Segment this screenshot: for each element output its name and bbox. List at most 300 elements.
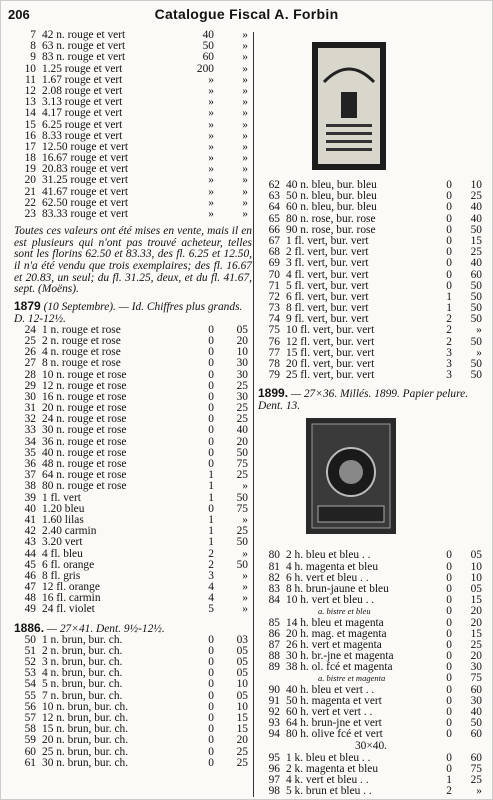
- price-unused: »: [208, 174, 214, 187]
- catalogue-number: 70: [268, 268, 280, 281]
- catalogue-number: 75: [268, 324, 280, 337]
- price-unused: »: [208, 84, 214, 97]
- price-used: »: [242, 118, 248, 131]
- section-1886-heading: [14, 622, 252, 635]
- catalogue-number: 25: [24, 334, 36, 347]
- price-unused: 0: [208, 678, 214, 691]
- catalogue-number: 23: [24, 208, 36, 220]
- price-unused: 0: [208, 357, 214, 370]
- stamp-description: 2.40 carmin: [42, 525, 97, 538]
- stamp-description: 83 n. rouge et vert: [42, 51, 126, 64]
- catalogue-row: [258, 370, 484, 381]
- price-used: 50: [236, 536, 248, 549]
- catalogue-row: [258, 729, 484, 740]
- catalogue-row: [14, 679, 252, 690]
- price-unused: 0: [446, 650, 452, 663]
- price-used: 75: [236, 502, 248, 515]
- stamp-description: 2 fl. vert, bur. vert: [286, 246, 369, 259]
- price-unused: 0: [446, 638, 452, 651]
- price-used: »: [242, 51, 248, 64]
- stamp-description: 12 fl. orange: [42, 581, 100, 594]
- price-used: 15: [470, 627, 482, 640]
- catalogue-number: 18: [24, 152, 36, 165]
- stamp-description: 24 fl. violet: [42, 603, 95, 616]
- section-1879-year: 1879: [14, 298, 41, 313]
- price-used: »: [242, 569, 248, 582]
- catalogue-number: 17: [24, 140, 36, 153]
- price-unused: 0: [446, 717, 452, 730]
- price-unused: 0: [446, 706, 452, 718]
- price-unused: 50: [202, 40, 214, 53]
- price-used: 25: [236, 525, 248, 538]
- price-used: 40: [470, 257, 482, 270]
- catalogue-number: 68: [268, 246, 280, 259]
- price-used: »: [242, 152, 248, 165]
- stamp-description: 16.67 rouge et vert: [42, 152, 129, 165]
- price-used: 30: [470, 661, 482, 674]
- price-used: 15: [236, 711, 248, 724]
- catalogue-row: [14, 52, 252, 63]
- price-unused: 0: [446, 190, 452, 203]
- stamp-description: 24 n. rouge et rose: [42, 413, 127, 426]
- stamp-description: 8 fl. vert, bur. vert: [286, 302, 369, 315]
- stamp-description: 2 n. rouge et rose: [42, 334, 121, 347]
- stamp-description: 1.67 rouge et vert: [42, 73, 123, 86]
- catalogue-number: 42: [24, 525, 36, 538]
- price-used: »: [476, 324, 482, 337]
- stamp-description: 3 n. brun, bur. ch.: [42, 656, 123, 668]
- catalogue-row: [258, 550, 484, 561]
- price-used: »: [242, 140, 248, 153]
- stamp-description: 4.17 rouge et vert: [42, 107, 123, 120]
- stamp-description: 1.25 rouge et vert: [42, 62, 123, 75]
- stamp-description: 42 n. rouge et vert: [42, 29, 126, 41]
- stamp-description: 1 n. brun, bur. ch.: [42, 633, 123, 646]
- catalogue-number: 27: [24, 357, 36, 370]
- price-unused: 1: [208, 513, 214, 526]
- price-unused: 2: [208, 558, 214, 571]
- stamp-description: 6 fl. orange: [42, 558, 95, 571]
- price-used: »: [476, 346, 482, 359]
- price-used: 10: [470, 571, 482, 584]
- price-unused: 0: [446, 728, 452, 741]
- catalogue-number: 74: [268, 313, 280, 326]
- catalogue-number: 61: [24, 756, 36, 769]
- stamp-description: 2 k. magenta et bleu: [286, 762, 379, 775]
- stamp-description: 1.60 lilas: [42, 513, 84, 526]
- catalogue-number: 16: [24, 129, 36, 142]
- price-unused: 0: [446, 549, 452, 562]
- catalogue-number: 62: [268, 179, 280, 191]
- price-unused: 1: [208, 469, 214, 482]
- price-used: 50: [470, 313, 482, 326]
- stamp-description: 15 fl. vert, bur. vert: [286, 346, 375, 359]
- section-1899-heading: [258, 387, 484, 412]
- price-used: 75: [470, 672, 482, 685]
- price-unused: 0: [208, 390, 214, 403]
- price-used: »: [242, 480, 248, 493]
- price-used: »: [242, 196, 248, 209]
- catalogue-number: 45: [24, 558, 36, 571]
- price-unused: 1: [208, 491, 214, 504]
- price-used: 30: [236, 368, 248, 381]
- stamp-description: 90 n. rose, bur. rose: [286, 223, 376, 236]
- catalogue-number: 82: [268, 571, 280, 584]
- price-unused: 0: [446, 751, 452, 764]
- price-unused: 2: [446, 785, 452, 798]
- stamp-description: 2.08 rouge et vert: [42, 84, 123, 97]
- stamp-description: 31.25 rouge et vert: [42, 174, 129, 187]
- stamp-description: 12 fl. vert, bur. vert: [286, 335, 375, 348]
- price-unused: 2: [208, 547, 214, 560]
- price-unused: 2: [446, 335, 452, 348]
- price-used: 15: [470, 594, 482, 607]
- catalogue-number: 9: [30, 51, 36, 64]
- stamp-description: 41.67 rouge et vert: [42, 185, 129, 198]
- price-unused: »: [208, 152, 214, 165]
- catalogue-number: 12: [24, 84, 36, 97]
- stamp-description: 48 n. rouge et rose: [42, 458, 127, 470]
- catalogue-number: 28: [24, 368, 36, 381]
- catalogue-number: 8: [30, 40, 36, 53]
- stamp-description: 1 fl. vert, bur. vert: [286, 234, 369, 247]
- stamp-1899-figure: [258, 412, 484, 550]
- catalogue-number: 57: [24, 711, 36, 724]
- stamp-description: 8.33 rouge et vert: [42, 129, 123, 142]
- price-used: 40: [470, 201, 482, 214]
- catalogue-number: 51: [24, 644, 36, 657]
- price-used: 20: [470, 650, 482, 663]
- stamp-description: 4 k. vert et bleu . .: [286, 773, 369, 786]
- catalogue-number: 69: [268, 257, 280, 270]
- catalogue-number: 96: [268, 762, 280, 775]
- catalogue-row: [258, 258, 484, 269]
- price-unused: 0: [208, 700, 214, 713]
- listing-1899-large: [258, 753, 484, 798]
- price-unused: 0: [446, 616, 452, 629]
- price-unused: 1: [208, 480, 214, 493]
- price-used: 20: [236, 334, 248, 347]
- price-used: »: [242, 163, 248, 176]
- catalogue-number: 53: [24, 667, 36, 680]
- price-used: 05: [236, 323, 248, 336]
- stamp-description: 7 n. brun, bur. ch.: [42, 689, 123, 702]
- stamp-description: 20.83 rouge et vert: [42, 163, 129, 176]
- stamp-description: 4 h. magenta et bleu: [286, 560, 379, 573]
- stamp-description: 60 n. bleu, bur. bleu: [286, 201, 377, 214]
- price-unused: 60: [202, 51, 214, 64]
- section-1886-text: — 27×41. Dent. 9½-12½.: [46, 622, 165, 635]
- price-unused: 4: [208, 592, 214, 605]
- catalogue-row: [14, 358, 252, 369]
- price-unused: »: [208, 118, 214, 131]
- price-used: 50: [470, 223, 482, 236]
- catalogue-number: 87: [268, 638, 280, 651]
- stamp-description: 5 n. brun, bur. ch.: [42, 678, 123, 691]
- catalogue-number: 95: [268, 751, 280, 764]
- price-unused: 0: [208, 667, 214, 680]
- price-used: 05: [236, 689, 248, 702]
- stamp-description: 14 h. bleu et magenta: [286, 616, 384, 629]
- catalogue-number: 71: [268, 279, 280, 292]
- catalogue-number: 50: [24, 633, 36, 646]
- catalogue-number: 55: [24, 689, 36, 702]
- catalogue-number: 34: [24, 435, 36, 448]
- stamp-description: 36 n. rouge et rose: [42, 435, 127, 448]
- price-unused: 0: [208, 723, 214, 736]
- catalogue-number: 67: [268, 234, 280, 247]
- variety-label: a. bistre et magenta: [318, 673, 386, 684]
- stamp-description: 25 n. brun, bur. ch.: [42, 745, 129, 758]
- stamp-description: 8 fl. gris: [42, 569, 81, 582]
- price-unused: 3: [208, 569, 214, 582]
- stamp-description: 2 h. bleu et bleu . .: [286, 549, 371, 562]
- price-unused: 0: [208, 633, 214, 646]
- stamp-description: 30 n. rouge et rose: [42, 424, 127, 437]
- price-unused: 0: [446, 672, 452, 685]
- stamp-description: 20 h. mag. et magenta: [286, 627, 387, 640]
- price-unused: 0: [446, 560, 452, 573]
- stamp-description: 1 n. rouge et rose: [42, 323, 121, 336]
- stamp-description: 1.20 bleu: [42, 502, 85, 515]
- price-unused: »: [208, 208, 214, 220]
- stamp-description: 3.20 vert: [42, 536, 83, 549]
- variety-row: [258, 673, 484, 684]
- stamp-description: 3 fl. vert, bur. vert: [286, 257, 369, 270]
- price-used: 50: [470, 279, 482, 292]
- price-used: 25: [236, 469, 248, 482]
- price-used: 50: [470, 335, 482, 348]
- price-unused: 0: [446, 257, 452, 270]
- price-used: 50: [236, 446, 248, 459]
- price-unused: 0: [208, 756, 214, 769]
- stamp-description: 50 h. magenta et vert: [286, 694, 382, 707]
- price-used: »: [242, 174, 248, 187]
- catalogue-number: 29: [24, 379, 36, 392]
- page-number: 206: [8, 7, 30, 22]
- left-column: [14, 30, 252, 769]
- catalogue-number: 58: [24, 723, 36, 736]
- catalogue-number: 41: [24, 513, 36, 526]
- price-unused: 3: [446, 358, 452, 370]
- catalogue-row: [14, 758, 252, 769]
- price-unused: 5: [208, 603, 214, 616]
- stamp-description: 50 n. bleu, bur. bleu: [286, 190, 377, 203]
- price-unused: 0: [446, 571, 452, 584]
- price-used: 50: [470, 369, 482, 382]
- catalogue-number: 44: [24, 547, 36, 560]
- catalogue-row: [258, 618, 484, 629]
- catalogue-row: [14, 209, 252, 220]
- price-unused: »: [208, 96, 214, 109]
- price-unused: 0: [208, 435, 214, 448]
- price-unused: 0: [208, 424, 214, 437]
- stamp-description: 64 h. brun-jne et vert: [286, 717, 382, 730]
- catalogue-number: 32: [24, 413, 36, 426]
- catalogue-number: 60: [24, 745, 36, 758]
- price-unused: 0: [446, 279, 452, 292]
- stamp-description: 6 fl. vert, bur. vert: [286, 290, 369, 303]
- stamp-description: 5 k. brun et bleu . .: [286, 785, 372, 798]
- price-used: 05: [236, 667, 248, 680]
- catalogue-number: 83: [268, 582, 280, 595]
- price-unused: 0: [208, 644, 214, 657]
- price-used: 50: [470, 358, 482, 370]
- catalogue-number: 54: [24, 678, 36, 691]
- catalogue-number: 19: [24, 163, 36, 176]
- price-unused: 0: [446, 268, 452, 281]
- catalogue-number: 21: [24, 185, 36, 198]
- catalogue-number: 98: [268, 785, 280, 798]
- catalogue-number: 59: [24, 734, 36, 747]
- price-unused: »: [208, 196, 214, 209]
- catalogue-number: 88: [268, 650, 280, 663]
- section-1899-text: — 27×36. Millés. 1899. Papier pelure. Dent. 13.: [258, 388, 469, 413]
- stamp-description: 63 n. rouge et vert: [42, 40, 126, 53]
- price-used: »: [242, 592, 248, 605]
- catalogue-number: 39: [24, 491, 36, 504]
- catalogue-number: 10: [24, 62, 36, 75]
- section-1879-heading: [14, 300, 252, 325]
- catalogue-number: 97: [268, 773, 280, 786]
- catalogue-row: [258, 786, 484, 797]
- price-used: 20: [236, 435, 248, 448]
- price-used: 25: [470, 638, 482, 651]
- catalogue-number: 38: [24, 480, 36, 493]
- stamp-description: 40 n. rouge et rose: [42, 446, 127, 459]
- price-unused: 0: [446, 605, 452, 618]
- price-unused: 0: [446, 683, 452, 696]
- price-used: 60: [470, 751, 482, 764]
- price-used: 30: [236, 390, 248, 403]
- price-unused: 0: [446, 627, 452, 640]
- price-used: »: [476, 785, 482, 798]
- stamp-description: 5 fl. vert, bur. vert: [286, 279, 369, 292]
- catalogue-number: 77: [268, 346, 280, 359]
- price-unused: 0: [208, 334, 214, 347]
- price-used: »: [242, 73, 248, 86]
- stamp-description: 38 h. ol. fcé et magenta: [286, 661, 393, 674]
- price-unused: 40: [202, 29, 214, 41]
- catalogue-number: 49: [24, 603, 36, 616]
- note-paragraph: Toutes ces valeurs ont été mises en vente, mais il en est plusieurs qui n'ont pas trouvé acheteur, telles sont les florins 62.50 et 83.33, des fl. 6.25 et 12.50, il n'a été vendu que trois exemplaires; des fl. 16.67 et 20.83, un seul; du fl. 31.25, deux, et du fl. 41.67, sept. (Moëns).: [14, 225, 252, 296]
- page-header: [0, 4, 493, 26]
- catalogue-number: 36: [24, 458, 36, 470]
- stamp-description: 26 h. vert et magenta: [286, 638, 382, 651]
- stamp-description: 2 n. brun, bur. ch.: [42, 644, 123, 657]
- stamp-1899-illustration: [306, 418, 396, 534]
- stamp-1886-figure: [258, 30, 484, 180]
- price-used: 25: [470, 190, 482, 203]
- price-unused: 0: [446, 594, 452, 607]
- price-used: 60: [470, 268, 482, 281]
- section-1899-year: 1899.: [258, 386, 289, 401]
- price-used: »: [242, 40, 248, 53]
- listing-1886-continued: [258, 180, 484, 381]
- catalogue-number: 15: [24, 118, 36, 131]
- catalogue-number: 20: [24, 174, 36, 187]
- stamp-description: 30 n. brun, bur. ch.: [42, 756, 129, 769]
- stamp-description: 20 n. rouge et rose: [42, 402, 127, 415]
- price-unused: 1: [446, 290, 452, 303]
- stamp-description: 12 n. brun, bur. ch.: [42, 711, 129, 724]
- catalogue-number: 79: [268, 369, 280, 382]
- stamp-description: 16 fl. carmin: [42, 592, 101, 605]
- catalogue-row: [14, 537, 252, 548]
- listing-1878-continued: [14, 30, 252, 220]
- price-used: »: [242, 84, 248, 97]
- section-1886-year: 1886.: [14, 620, 45, 635]
- price-used: 25: [236, 402, 248, 415]
- price-used: 15: [236, 723, 248, 736]
- catalogue-number: 31: [24, 402, 36, 415]
- catalogue-number: 80: [268, 549, 280, 562]
- stamp-1886-illustration: [312, 42, 386, 170]
- price-unused: 0: [208, 402, 214, 415]
- catalogue-row: [258, 202, 484, 213]
- price-unused: 0: [208, 458, 214, 470]
- price-unused: 0: [208, 745, 214, 758]
- price-unused: 0: [208, 502, 214, 515]
- price-unused: »: [208, 73, 214, 86]
- catalogue-row: [14, 735, 252, 746]
- price-used: 25: [470, 246, 482, 259]
- price-unused: 4: [208, 581, 214, 594]
- price-unused: 0: [208, 346, 214, 359]
- catalogue-number: 81: [268, 560, 280, 573]
- catalogue-number: 66: [268, 223, 280, 236]
- price-used: 60: [470, 728, 482, 741]
- catalogue-number: 76: [268, 335, 280, 348]
- price-used: »: [242, 208, 248, 220]
- catalogue-number: 93: [268, 717, 280, 730]
- stamp-description: 4 fl. vert, bur. vert: [286, 268, 369, 281]
- catalogue-number: 24: [24, 323, 36, 336]
- catalogue-number: 48: [24, 592, 36, 605]
- price-used: 50: [236, 558, 248, 571]
- price-used: »: [242, 29, 248, 41]
- price-unused: 0: [208, 711, 214, 724]
- price-used: »: [242, 603, 248, 616]
- price-used: 60: [470, 683, 482, 696]
- price-used: 05: [236, 644, 248, 657]
- price-unused: »: [208, 140, 214, 153]
- stamp-description: 3.13 rouge et vert: [42, 96, 123, 109]
- price-used: 05: [470, 582, 482, 595]
- catalogue-row: [14, 549, 252, 560]
- price-used: 50: [470, 290, 482, 303]
- price-used: »: [242, 129, 248, 142]
- price-unused: »: [208, 129, 214, 142]
- listing-1886: [14, 635, 252, 769]
- catalogue-number: 47: [24, 581, 36, 594]
- price-unused: 1: [446, 773, 452, 786]
- section-1879-text: (10 Septembre). — Id. Chiffres plus grands. D. 12-12½.: [14, 300, 243, 325]
- price-used: 03: [236, 633, 248, 646]
- price-unused: 0: [208, 413, 214, 426]
- catalogue-row: [14, 425, 252, 436]
- price-used: »: [242, 581, 248, 594]
- section-size-heading: 30×40.: [354, 739, 388, 752]
- stamp-description: 62.50 rouge et vert: [42, 196, 129, 209]
- page-title: Catalogue Fiscal A. Forbin: [154, 6, 339, 22]
- stamp-description: 40 h. bleu et vert . .: [286, 683, 375, 696]
- catalogue-number: 86: [268, 627, 280, 640]
- price-used: »: [242, 185, 248, 198]
- stamp-description: 40 n. bleu, bur. bleu: [286, 179, 377, 191]
- price-used: 50: [236, 491, 248, 504]
- price-used: 20: [470, 616, 482, 629]
